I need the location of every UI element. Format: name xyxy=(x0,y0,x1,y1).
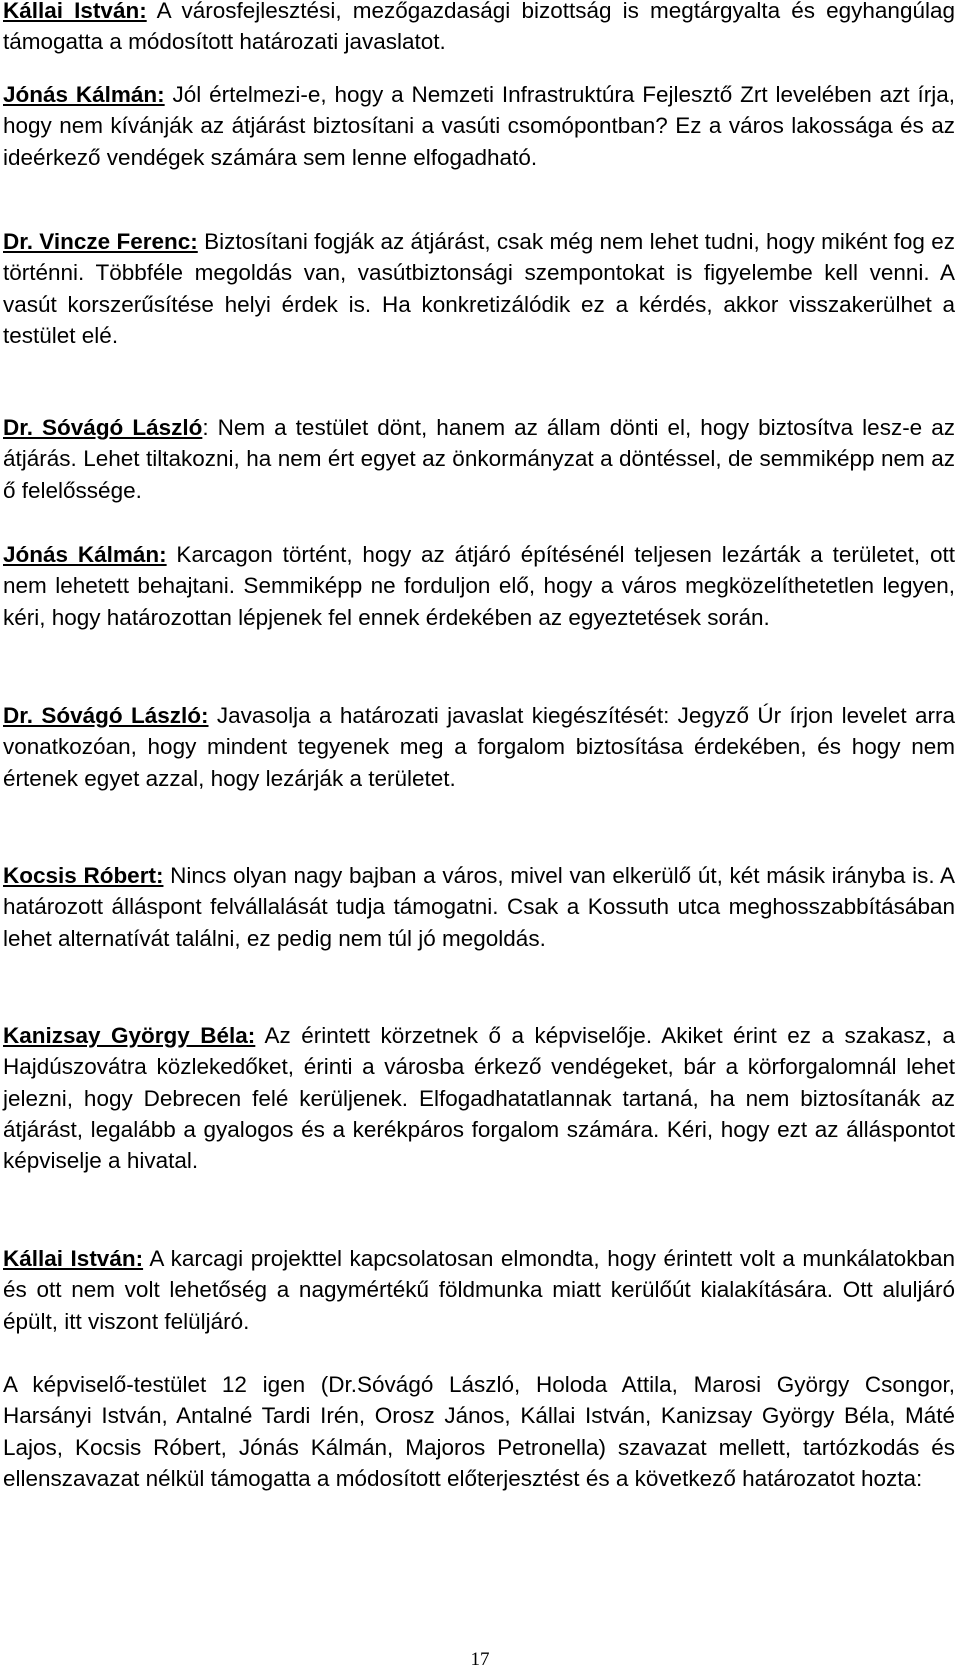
speaker-name: Dr. Sóvágó László xyxy=(3,415,203,440)
paragraph-sovago-2 xyxy=(3,700,955,794)
speaker-name: Kállai István: xyxy=(3,0,147,23)
speaker-name: Jónás Kálmán: xyxy=(3,82,165,107)
speaker-name: Dr. Vincze Ferenc: xyxy=(3,229,198,254)
paragraph-vincze-1 xyxy=(3,226,955,351)
paragraph-kallai-2 xyxy=(3,1243,955,1337)
paragraph-kallai-1 xyxy=(3,0,955,58)
speaker-name: Jónás Kálmán: xyxy=(3,542,167,567)
paragraph-sovago-1 xyxy=(3,412,955,506)
paragraph-text: Nincs olyan nagy bajban a város, mivel van elkerülő út, két másik irányba is. A határozott álláspont felvállalását tudja támogatni. Csak a Kossuth utca meghosszabbításában lehet alternatívát találni, ez pedig nem túl jó megoldás. xyxy=(3,863,955,951)
paragraph-kanizsay-1 xyxy=(3,1020,955,1176)
paragraph-kocsis-1 xyxy=(3,860,955,954)
speaker-name: Kállai István: xyxy=(3,1246,144,1271)
paragraph-text: Karcagon történt, hogy az átjáró építésénél teljesen lezárták a területet, ott nem lehetett behajtani. Semmiképp ne forduljon elő, hogy a város megközelíthetetlen legyen, kéri, hogy határozottan lépjenek fel ennek érdekében az egyeztetések során. xyxy=(3,542,955,630)
paragraph-jonas-1 xyxy=(3,79,955,173)
paragraph-text: A karcagi projekttel kapcsolatosan elmondta, hogy érintett volt a munkálatokban és ott nem volt lehetőség a nagymértékű földmunka miatt kerülőút kialakítására. Ott aluljáró épült, itt viszont felüljáró. xyxy=(3,1246,955,1334)
paragraph-text: Jól értelmezi-e, hogy a Nemzeti Infrastruktúra Fejlesztő Zrt levelében azt írja, hogy nem kívánják az átjárást biztosítani a vasúti csomópontban? Ez a város lakossága és az ideérkező vendégek számára sem lenne elfogadható. xyxy=(3,82,955,170)
paragraph-jonas-2 xyxy=(3,539,955,633)
speaker-name: Kanizsay György Béla: xyxy=(3,1023,256,1048)
paragraph-text: : Nem a testület dönt, hanem az állam dönti el, hogy biztosítva lesz-e az átjárás. Lehet tiltakozni, ha nem ért egyet az önkormányzat a döntéssel, de semmiképp nem az ő felelőssége. xyxy=(3,415,955,503)
paragraph-text: Az érintett körzetnek ő a képviselője. Akiket érint ez a szakasz, a Hajdúszovátra közlekedőket, érinti a városba érkező vendégeket, bár a körforgalomnál lehet jelezni, hogy Debrecen felé kerüljenek. Elfogadhatatlannak tartaná, ha nem biztosítanák az átjárást, legalább a gyalogos és a kerékpáros forgalom számára. Kéri, hogy ezt az álláspontot képviselje a hivatal. xyxy=(3,1023,956,1174)
paragraph-text: Javasolja a határozati javaslat kiegészítését: Jegyző Úr írjon levelet arra vonatkozóan, hogy mindent tegyenek meg a forgalom biztosítása érdekében, és hogy nem értenek egyet azzal, hogy lezárják a területet. xyxy=(3,703,955,791)
paragraph-text: A városfejlesztési, mezőgazdasági bizottság is megtárgyalta és egyhangúlag támogatta a módosított határozati javaslatot. xyxy=(3,0,955,55)
page-number: 17 xyxy=(470,1649,490,1670)
speaker-name: Dr. Sóvágó László: xyxy=(3,703,209,728)
paragraph-text: A képviselő-testület 12 igen (Dr.Sóvágó László, Holoda Attila, Marosi György Csongor, Harsányi István, Antalné Tardi Irén, Orosz János, Kállai István, Kanizsay György Béla, Máté Lajos, Kocsis Róbert, Jónás Kálmán, Majoros Petronella) szavazat mellett, tartózkodás és ellenszavazat nélkül támogatta a módosított előterjesztést és a következő határozatot hozta: xyxy=(3,1372,955,1491)
speaker-name: Kocsis Róbert: xyxy=(3,863,164,888)
paragraph-resolution xyxy=(3,1369,955,1494)
paragraph-text: Biztosítani fogják az átjárást, csak még nem lehet tudni, hogy miként fog ez történni. Többféle megoldás van, vasútbiztonsági szempontokat is figyelembe kell venni. A vasút korszerűsítése helyi érdek is. Ha konkretizálódik ez a kérdés, akkor visszakerülhet a testület elé. xyxy=(3,229,956,348)
